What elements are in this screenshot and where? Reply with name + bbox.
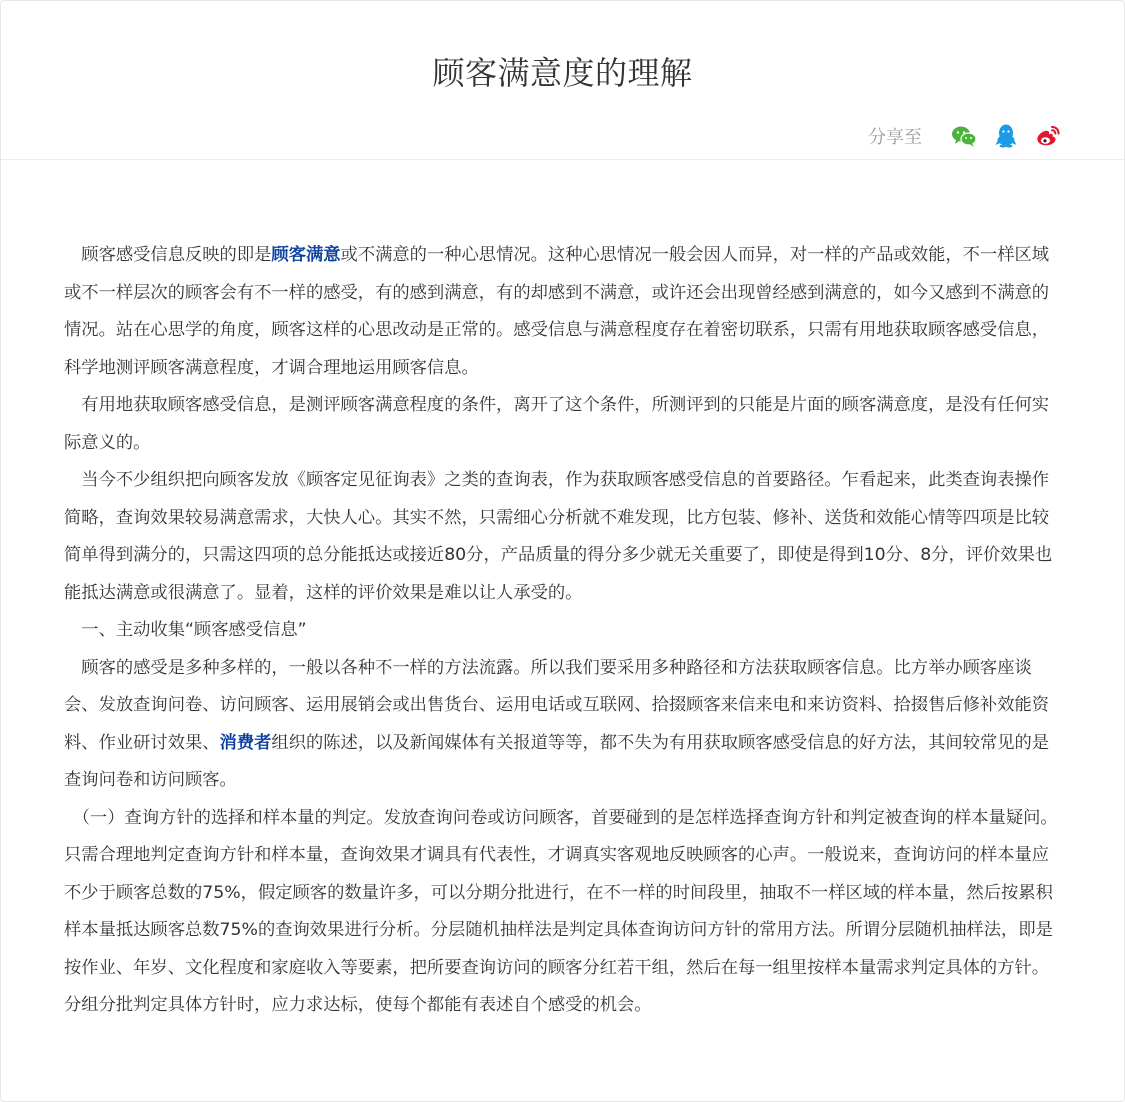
paragraph-1-rest: 或不满意的一种心思情况。这种心思情况一般会因人而异，对一样的产品或效能，不一样区域或不一样层次的顾客会有不一样的感受，有的感到满意，有的却感到不满意，或许还会出现曾经感到满意的，如今又感到不满意的情况。站在心思学的角度，顾客这样的心思改动是正常的。感受信息与满意程度存在着密切联系，只需有用地获取顾客感受信息，科学地测评顾客满意程度，才调合理地运用顾客信息。 — [64, 245, 1050, 378]
section-heading — [64, 612, 1064, 650]
paragraph-2 — [64, 387, 1064, 462]
article-title: 顾客满意度的理解 — [432, 54, 693, 92]
share-bar — [868, 121, 1062, 151]
paragraph-6 — [64, 800, 1064, 1025]
paragraph-5-before: 顾客的感受是多种多样的，一般以各种不一样的方法流露。所以我们要采用多种路径和方法获取顾客信息。比方举办顾客座谈会、发放查询问卷、访问顾客、运用展销会或出售货台、运用电话或互联网、拾掇顾客来信来电和来访资料、拾掇售后修补效能资料、作业研讨效果、 — [64, 657, 1050, 753]
wechat-icon[interactable] — [950, 122, 978, 150]
section-heading-text: 一、主动收集“顾客感受信息” — [81, 620, 307, 640]
paragraph-5-after: 组织的陈述，以及新闻媒体有关报道等等，都不失为有用获取顾客感受信息的好方法，其间较常见的是查询问卷和访问顾客。 — [64, 732, 1050, 790]
paragraph-3-text: 当今不少组织把向顾客发放《顾客定见征询表》之类的查询表，作为获取顾客感受信息的首要路径。乍看起来，此类查询表操作简略，查询效果较易满意需求，大快人心。其实不然，只需细心分析就不难发现，比方包装、修补、送货和效能心情等四项是比较简单得到满分的，只需这四项的总分能抵达或接近80分，产品质量的得分多少就无关重要了，即使是得到10分、8分，评价效果也能抵达满意或很满意了。显着，这样的评价效果是难以让人承受的。 — [64, 470, 1053, 603]
weibo-icon[interactable] — [1034, 122, 1062, 150]
paragraph-2-text: 有用地获取顾客感受信息，是测评顾客满意程度的条件，离开了这个条件，所测评到的只能是片面的顾客满意度，是没有任何实际意义的。 — [64, 395, 1050, 453]
paragraph-1-intro: 顾客感受信息反映的即是 — [64, 245, 272, 265]
qq-icon[interactable] — [992, 122, 1020, 150]
keyword-link-customer-satisfaction[interactable]: 顾客满意 — [271, 245, 341, 265]
paragraph-3 — [64, 462, 1064, 612]
paragraph-5 — [64, 650, 1064, 800]
keyword-link-consumer[interactable]: 消费者 — [219, 732, 272, 753]
article-header — [1, 1, 1124, 160]
article-body — [64, 237, 1064, 1025]
share-label: 分享至 — [868, 127, 922, 148]
paragraph-1 — [64, 237, 1064, 387]
paragraph-6-text: （一）查询方针的选择和样本量的判定。发放查询问卷或访问顾客，首要碰到的是怎样选择查询方针和判定被查询的样本量疑问。只需合理地判定查询方针和样本量，查询效果才调具有代表性，才调真实客观地反映顾客的心声。一般说来，查询访问的样本量应不少于顾客总数的75%，假定顾客的数量许多，可以分期分批进行，在不一样的时间段里，抽取不一样区域的样本量，然后按累积样本量抵达顾客总数75%的查询效果进行分析。分层随机抽样法是判定具体查询访问方针的常用方法。所谓分层随机抽样法，即是按作业、年岁、文化程度和家庭收入等要素，把所要查询访问的顾客分红若干组，然后在每一组里按样本量需求判定具体的方针。分组分批判定具体方针时，应力求达标，使每个都能有表述自个感受的机会。 — [64, 807, 1058, 1015]
